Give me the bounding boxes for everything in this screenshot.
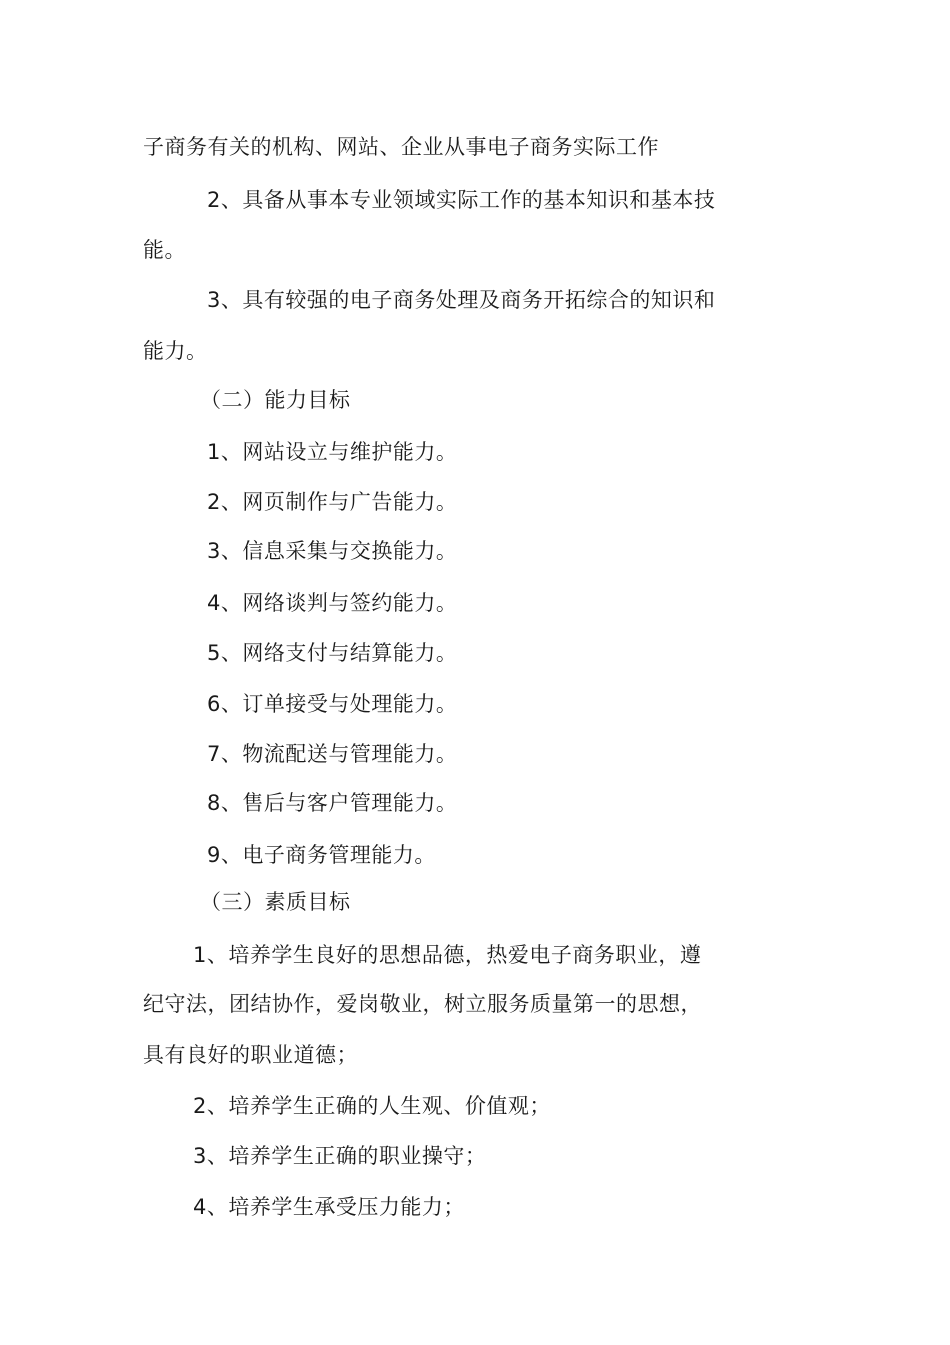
list-item: 5、网络支付与结算能力。 [207,641,458,665]
list-item: 8、售后与客户管理能力。 [207,791,458,815]
text-line: 纪守法，团结协作，爱岗敬业，树立服务质量第一的思想， [143,992,702,1016]
list-item: 9、电子商务管理能力。 [207,843,436,867]
section-heading: （三）素质目标 [200,890,351,914]
list-item: 3、信息采集与交换能力。 [207,539,458,563]
text-line: 3、具有较强的电子商务处理及商务开拓综合的知识和 [207,288,716,312]
text-line: 具有良好的职业道德； [143,1043,358,1067]
list-item: 2、培养学生正确的人生观、价值观； [193,1094,551,1118]
list-item: 2、网页制作与广告能力。 [207,490,458,514]
list-item: 6、订单接受与处理能力。 [207,692,458,716]
text-line: 能力。 [143,339,208,363]
text-line: 2、具备从事本专业领域实际工作的基本知识和基本技 [207,188,716,212]
section-heading: （二）能力目标 [200,388,351,412]
list-item: 4、培养学生承受压力能力； [193,1195,465,1219]
list-item: 1、网站设立与维护能力。 [207,440,458,464]
text-line: 子商务有关的机构、网站、企业从事电子商务实际工作 [143,135,659,159]
list-item: 7、物流配送与管理能力。 [207,742,458,766]
list-item: 3、培养学生正确的职业操守； [193,1144,487,1168]
text-line: 能。 [143,238,186,262]
text-line: 1、培养学生良好的思想品德，热爱电子商务职业，遵 [193,943,702,967]
list-item: 4、网络谈判与签约能力。 [207,591,458,615]
